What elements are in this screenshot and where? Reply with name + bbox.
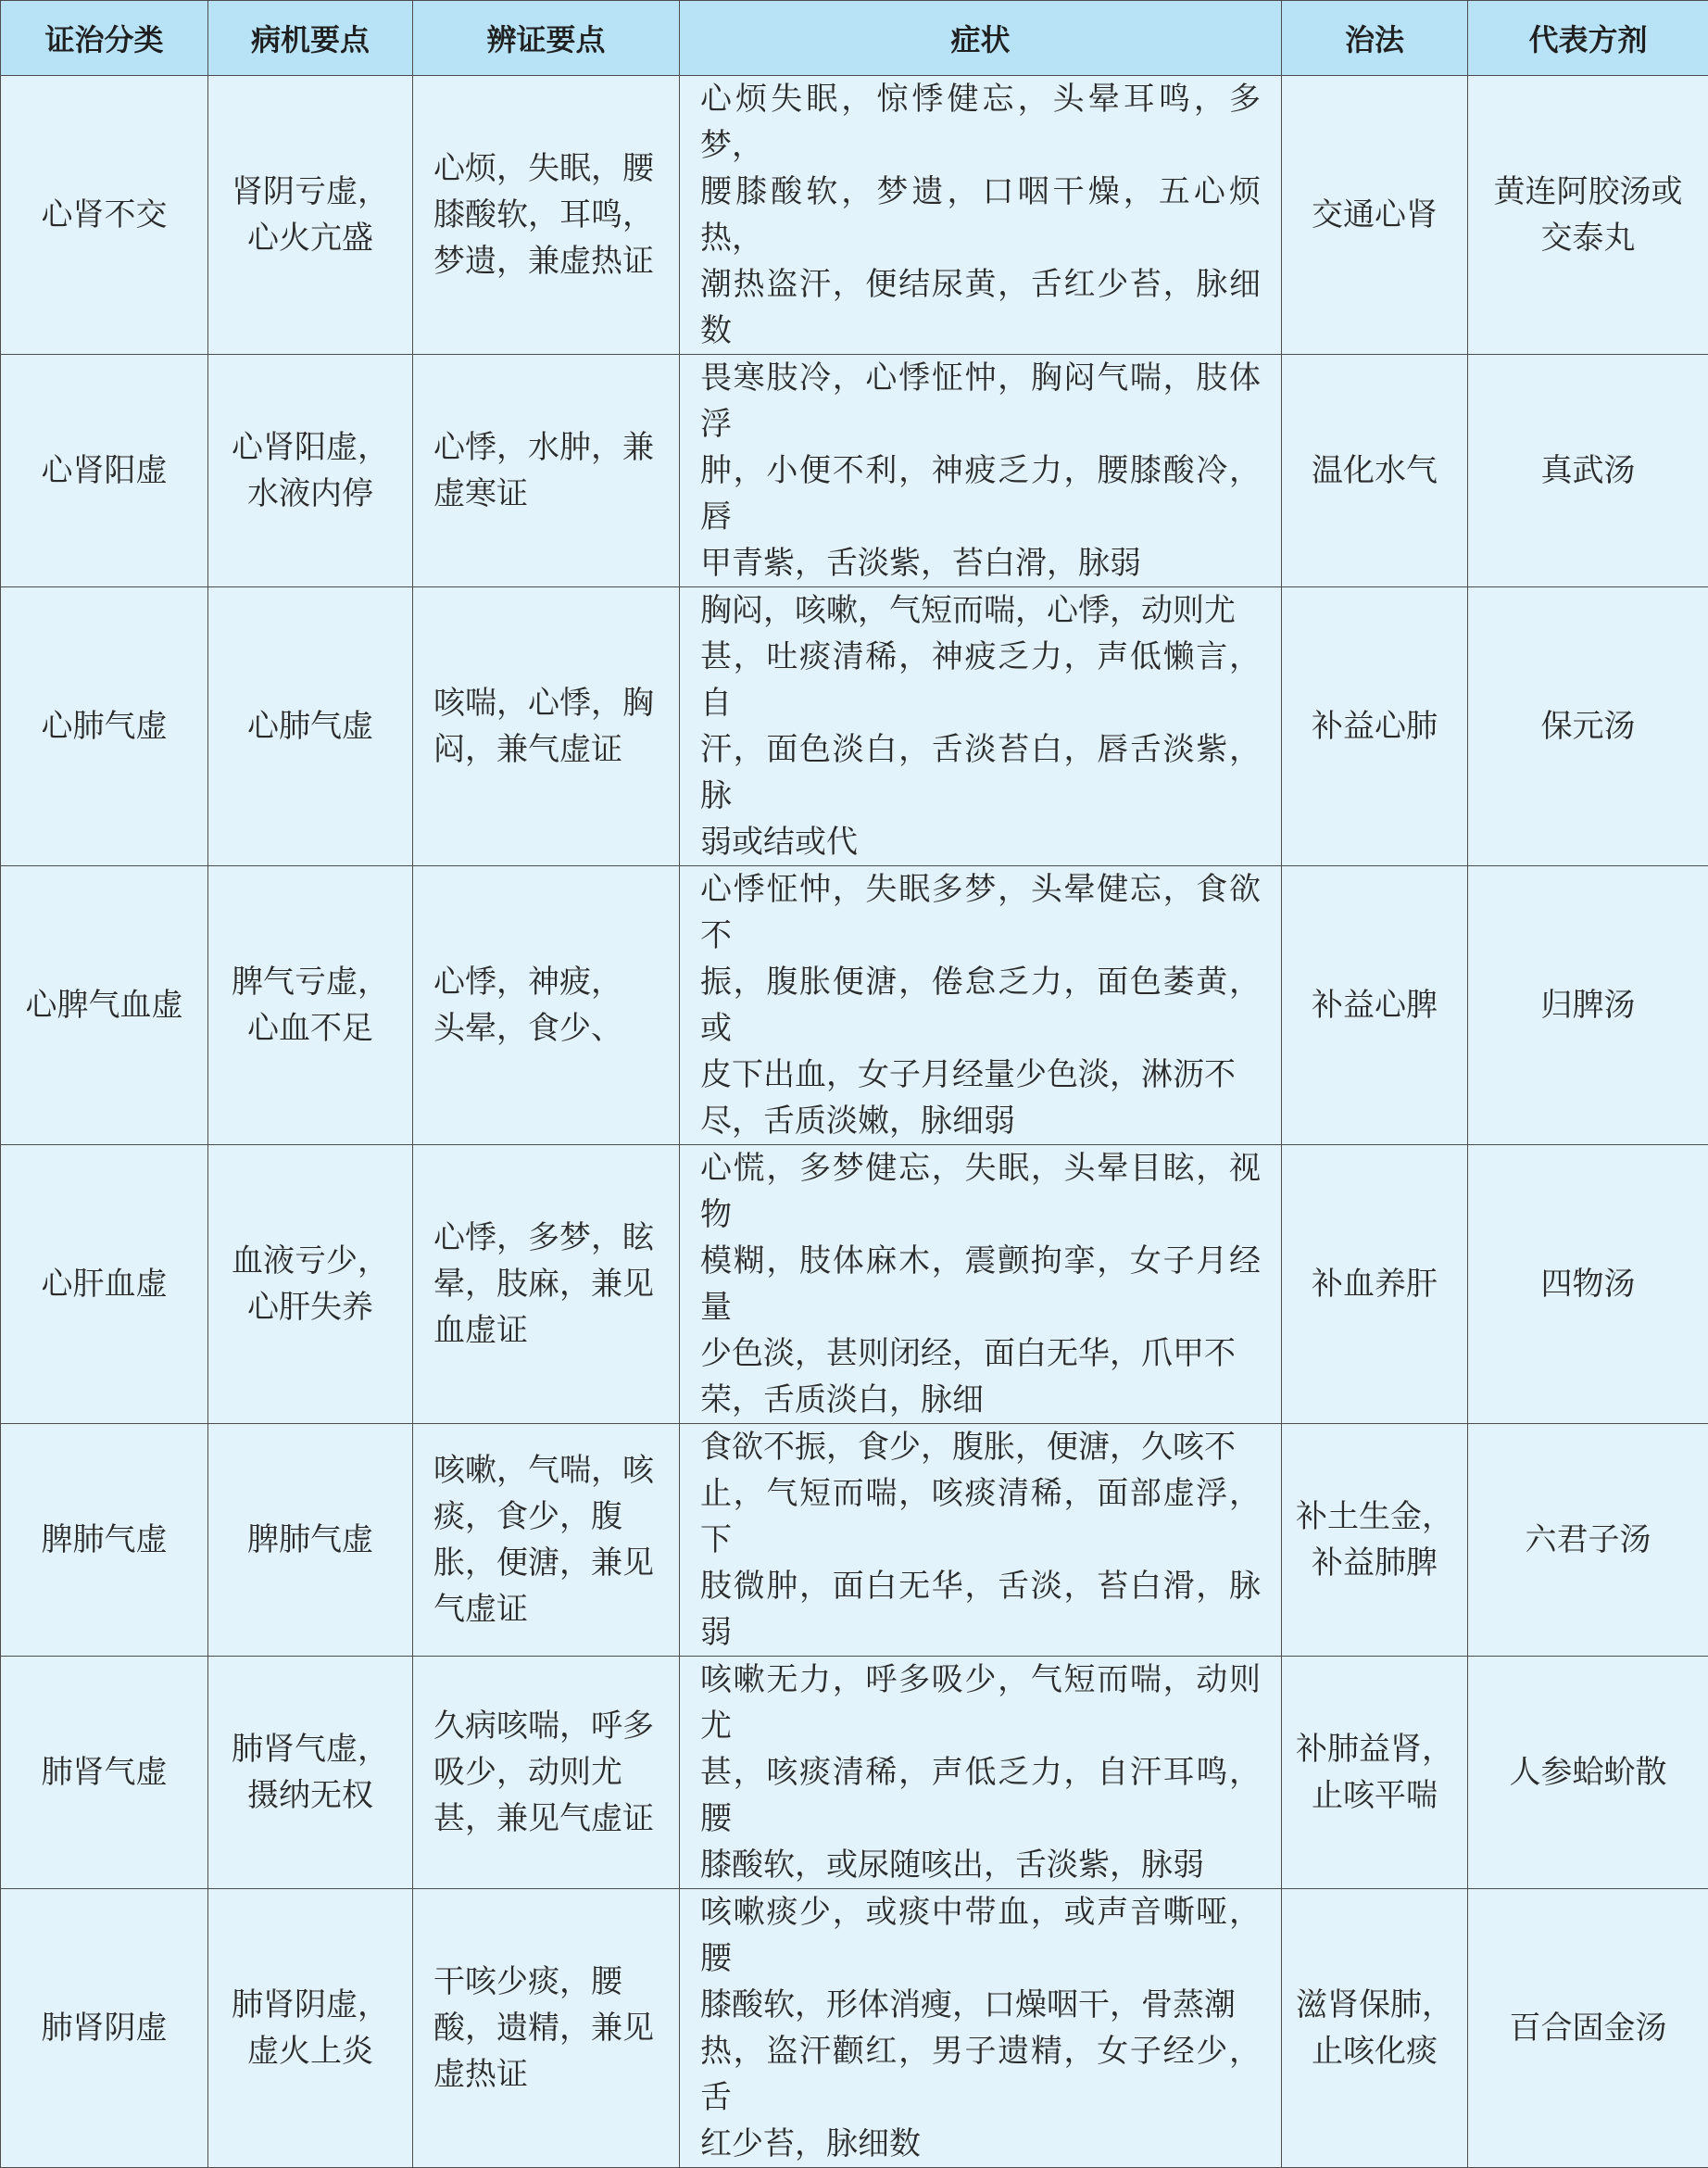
cell-line: 梦遗，兼虚热证: [433, 238, 659, 284]
cell-line: 脾肺气虚: [10, 1517, 198, 1563]
table-header: [1, 1, 1708, 76]
cell-line: 补益肺脾: [1291, 1540, 1458, 1586]
cell-line: 脾气亏虚，: [218, 959, 403, 1005]
cell-line: 心肺气虚: [218, 703, 403, 750]
symptoms-cell: [680, 1145, 1282, 1424]
differentiation-cell: [413, 866, 680, 1145]
cell-line: 心悸，神疲，: [433, 959, 659, 1005]
cell-line: 胀，便溏，兼见: [433, 1540, 659, 1586]
pathogenesis-cell: [208, 587, 413, 866]
cell-line: 心慌，多梦健忘，失眠，头晕目眩，视物: [700, 1145, 1261, 1238]
cell-line: 红少苔，脉细数: [700, 2121, 1261, 2167]
symptoms-cell: [680, 866, 1282, 1145]
formula-cell: [1468, 587, 1708, 866]
cell-line: 止，气短而喘，咳痰清稀，面部虚浮，下: [700, 1470, 1261, 1563]
category-cell: [1, 1424, 208, 1657]
cell-line: 膝酸软，或尿随咳出，舌淡紫，脉弱: [700, 1842, 1261, 1888]
cell-line: 补土生金，: [1291, 1494, 1458, 1540]
cell-line: 肾阴亏虚，: [218, 169, 403, 215]
differentiation-cell: [413, 355, 680, 587]
cell-line: 肺肾气虚，: [218, 1726, 403, 1772]
cell-line: 潮热盗汗，便结尿黄，舌红少苔，脉细数: [700, 261, 1261, 354]
cell-line: 补益心脾: [1291, 982, 1458, 1028]
differentiation-cell: [413, 1424, 680, 1657]
cell-line: 心肝失养: [218, 1284, 403, 1330]
cell-line: 补肺益肾，: [1291, 1726, 1458, 1772]
pathogenesis-cell: [208, 1145, 413, 1424]
cell-line: 摄纳无权: [218, 1772, 403, 1819]
cell-line: 头晕，食少、: [433, 1005, 659, 1052]
formula-cell: [1468, 355, 1708, 587]
formula-cell: [1468, 866, 1708, 1145]
cell-line: 真武汤: [1477, 447, 1699, 494]
symptoms-cell: [680, 355, 1282, 587]
cell-line: 咳嗽，气喘，咳: [433, 1447, 659, 1494]
cell-line: 心烦失眠，惊悸健忘，头晕耳鸣，多梦，: [700, 76, 1261, 169]
cell-line: 吸少，动则尤: [433, 1749, 659, 1796]
symptoms-cell: [680, 76, 1282, 355]
header-category: 证治分类: [1, 1, 208, 76]
cell-line: 人参蛤蚧散: [1477, 1749, 1699, 1796]
cell-line: 荣，舌质淡白，脉细: [700, 1377, 1261, 1423]
cell-line: 甚，吐痰清稀，神疲乏力，声低懒言，自: [700, 634, 1261, 726]
cell-line: 甚，咳痰清稀，声低乏力，自汗耳鸣，腰: [700, 1749, 1261, 1842]
cell-line: 弱或结或代: [700, 819, 1261, 865]
cell-line: 咳嗽痰少，或痰中带血，或声音嘶哑，腰: [700, 1889, 1261, 1982]
category-cell: [1, 866, 208, 1145]
cell-line: 尽，舌质淡嫩，脉细弱: [700, 1098, 1261, 1144]
cell-line: 心火亢盛: [218, 215, 403, 261]
cell-line: 畏寒肢冷，心悸怔忡，胸闷气喘，肢体浮: [700, 355, 1261, 447]
cell-line: 六君子汤: [1477, 1517, 1699, 1563]
category-cell: [1, 355, 208, 587]
cell-line: 模糊，肢体麻木，震颤拘挛，女子月经量: [700, 1238, 1261, 1330]
cell-line: 心血不足: [218, 1005, 403, 1052]
differentiation-cell: [413, 76, 680, 355]
cell-line: 止咳化痰: [1291, 2028, 1458, 2074]
symptoms-cell: [680, 587, 1282, 866]
cell-line: 补益心肺: [1291, 703, 1458, 750]
cell-line: 膝酸软，形体消瘦，口燥咽干，骨蒸潮: [700, 1982, 1261, 2028]
cell-line: 心肺气虚: [10, 703, 198, 750]
cell-line: 水液内停: [218, 471, 403, 517]
cell-line: 百合固金汤: [1477, 2005, 1699, 2051]
pathogenesis-cell: [208, 76, 413, 355]
symptoms-cell: [680, 1424, 1282, 1657]
treatment-cell: [1282, 1889, 1468, 2168]
cell-line: 汗，面色淡白，舌淡苔白，唇舌淡紫，脉: [700, 726, 1261, 819]
differentiation-cell: [413, 587, 680, 866]
cell-line: 振，腹胀便溏，倦怠乏力，面色萎黄，或: [700, 959, 1261, 1052]
differentiation-cell: [413, 1657, 680, 1889]
cell-line: 酸，遗精，兼见: [433, 2005, 659, 2051]
cell-line: 心脾气血虚: [10, 982, 198, 1028]
table-row: [1, 1145, 1708, 1424]
header-symptoms: 症状: [680, 1, 1282, 76]
pathogenesis-cell: [208, 1424, 413, 1657]
cell-line: 晕，肢麻，兼见: [433, 1261, 659, 1307]
cell-line: 少色淡，甚则闭经，面白无华，爪甲不: [700, 1330, 1261, 1377]
cell-line: 心烦，失眠，腰: [433, 145, 659, 192]
cell-line: 咳嗽无力，呼多吸少，气短而喘，动则尤: [700, 1657, 1261, 1749]
table-row: [1, 1889, 1708, 2168]
header-row: [1, 1, 1708, 76]
cell-line: 气虚证: [433, 1586, 659, 1632]
cell-line: 痰，食少，腹: [433, 1494, 659, 1540]
cell-line: 四物汤: [1477, 1261, 1699, 1307]
cell-line: 肢微肿，面白无华，舌淡，苔白滑，脉弱: [700, 1563, 1261, 1656]
cell-line: 肺肾阴虚: [10, 2005, 198, 2051]
header-treatment: 治法: [1282, 1, 1468, 76]
cell-line: 肺肾阴虚，: [218, 1982, 403, 2028]
table-body: [1, 76, 1708, 2168]
cell-line: 腰膝酸软，梦遗，口咽干燥，五心烦热，: [700, 169, 1261, 261]
formula-cell: [1468, 1145, 1708, 1424]
treatment-cell: [1282, 587, 1468, 866]
category-cell: [1, 1657, 208, 1889]
cell-line: 闷，兼气虚证: [433, 726, 659, 773]
cell-line: 甲青紫，舌淡紫，苔白滑，脉弱: [700, 540, 1261, 586]
pathogenesis-cell: [208, 1657, 413, 1889]
treatment-cell: [1282, 355, 1468, 587]
table-row: [1, 866, 1708, 1145]
cell-line: 咳喘，心悸，胸: [433, 680, 659, 726]
category-cell: [1, 1889, 208, 2168]
header-differentiation: 辨证要点: [413, 1, 680, 76]
cell-line: 心悸，水肿，兼: [433, 424, 659, 471]
treatment-cell: [1282, 76, 1468, 355]
cell-line: 虚热证: [433, 2051, 659, 2098]
pathogenesis-cell: [208, 866, 413, 1145]
cell-line: 脾肺气虚: [218, 1517, 403, 1563]
pathogenesis-cell: [208, 355, 413, 587]
cell-line: 补血养肝: [1291, 1261, 1458, 1307]
header-pathogenesis: 病机要点: [208, 1, 413, 76]
cell-line: 膝酸软，耳鸣，: [433, 192, 659, 238]
cell-line: 温化水气: [1291, 447, 1458, 494]
cell-line: 心肾不交: [10, 192, 198, 238]
category-cell: [1, 587, 208, 866]
cell-line: 甚，兼见气虚证: [433, 1796, 659, 1842]
cell-line: 止咳平喘: [1291, 1772, 1458, 1819]
cell-line: 久病咳喘，呼多: [433, 1703, 659, 1749]
cell-line: 血液亏少，: [218, 1238, 403, 1284]
cell-line: 肿，小便不利，神疲乏力，腰膝酸冷，唇: [700, 447, 1261, 540]
cell-line: 归脾汤: [1477, 982, 1699, 1028]
cell-line: 热，盗汗颧红，男子遗精，女子经少，舌: [700, 2028, 1261, 2121]
header-formula: 代表方剂: [1468, 1, 1708, 76]
category-cell: [1, 1145, 208, 1424]
table-row: [1, 587, 1708, 866]
treatment-cell: [1282, 1424, 1468, 1657]
cell-line: 心肾阳虚，: [218, 424, 403, 471]
treatment-cell: [1282, 1145, 1468, 1424]
formula-cell: [1468, 1657, 1708, 1889]
treatment-cell: [1282, 866, 1468, 1145]
table-row: [1, 1424, 1708, 1657]
treatment-cell: [1282, 1657, 1468, 1889]
cell-line: 虚寒证: [433, 471, 659, 517]
cell-line: 心悸怔忡，失眠多梦，头晕健忘，食欲不: [700, 866, 1261, 959]
cell-line: 皮下出血，女子月经量少色淡，淋沥不: [700, 1052, 1261, 1098]
symptoms-cell: [680, 1657, 1282, 1889]
cell-line: 胸闷，咳嗽，气短而喘，心悸，动则尤: [700, 587, 1261, 634]
cell-line: 干咳少痰，腰: [433, 1959, 659, 2005]
differentiation-cell: [413, 1145, 680, 1424]
cell-line: 肺肾气虚: [10, 1749, 198, 1796]
cell-line: 心悸，多梦，眩: [433, 1215, 659, 1261]
table-row: [1, 355, 1708, 587]
cell-line: 保元汤: [1477, 703, 1699, 750]
cell-line: 食欲不振，食少，腹胀，便溏，久咳不: [700, 1424, 1261, 1470]
cell-line: 虚火上炎: [218, 2028, 403, 2074]
cell-line: 心肾阳虚: [10, 447, 198, 494]
cell-line: 滋肾保肺，: [1291, 1982, 1458, 2028]
table-row: [1, 76, 1708, 355]
cell-line: 交泰丸: [1477, 215, 1699, 261]
symptoms-cell: [680, 1889, 1282, 2168]
cell-line: 血虚证: [433, 1307, 659, 1354]
formula-cell: [1468, 1424, 1708, 1657]
formula-cell: [1468, 76, 1708, 355]
pathogenesis-cell: [208, 1889, 413, 2168]
category-cell: [1, 76, 208, 355]
cell-line: 心肝血虚: [10, 1261, 198, 1307]
formula-cell: [1468, 1889, 1708, 2168]
table-row: [1, 1657, 1708, 1889]
cell-line: 黄连阿胶汤或: [1477, 169, 1699, 215]
cell-line: 交通心肾: [1291, 192, 1458, 238]
differentiation-cell: [413, 1889, 680, 2168]
